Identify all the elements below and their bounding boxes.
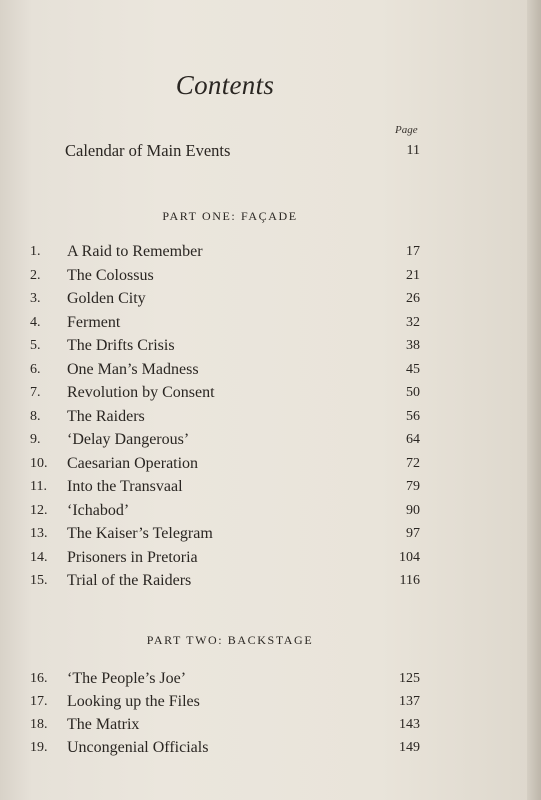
chapter-title: The Colossus [67,266,154,284]
chapter-number: 3. [30,291,41,306]
chapter-page: 104 [399,549,420,565]
calendar-label: Calendar of Main Events [65,141,231,160]
chapter-number: 18. [30,717,48,732]
chapter-title: A Raid to Remember [67,243,203,260]
chapter-title: Revolution by Consent [67,384,215,401]
chapter-title: ‘Ichabod’ [67,501,130,519]
chapter-page: 45 [406,361,420,377]
toc-entry [30,408,420,430]
chapter-page: 56 [406,408,420,424]
toc-entry [30,525,420,547]
toc-entry [30,243,420,265]
chapter-page: 149 [399,740,420,755]
toc-entry [30,693,420,715]
toc-entry [30,455,420,477]
chapter-title: ‘Delay Dangerous’ [67,431,190,448]
chapter-title: Trial of the Raiders [67,572,192,589]
chapter-number: 11. [30,479,47,494]
chapter-number: 10. [30,455,48,471]
toc-entry [30,670,420,692]
toc-entry [30,502,420,524]
chapter-title: Prisoners in Pretoria [67,548,198,566]
chapter-page: 90 [406,502,420,518]
chapter-title: Caesarian Operation [67,454,199,472]
toc-entry [30,384,420,406]
chapter-page: 79 [406,479,420,494]
toc-entry [30,337,420,359]
part-one-heading: PART ONE: FAÇADE [162,209,298,223]
chapter-page: 125 [399,671,420,686]
toc-entry [30,739,420,761]
chapter-number: 8. [30,408,41,424]
chapter-page: 26 [406,291,420,306]
chapter-number: 13. [30,526,48,541]
calendar-page-number: 11 [406,143,420,158]
toc-entry [30,290,420,312]
chapter-page: 137 [399,694,420,709]
chapter-page: 21 [406,267,420,283]
chapter-number: 9. [30,432,41,447]
chapter-page: 50 [406,385,420,400]
chapter-page: 32 [406,314,420,330]
chapter-number: 1. [30,244,41,259]
chapter-page: 64 [406,432,420,447]
chapter-number: 17. [30,694,48,709]
toc-entry [30,478,420,500]
toc-entry [30,549,420,571]
page-edge-shadow [527,0,541,800]
chapter-title: ‘The People’s Joe’ [67,670,187,687]
chapter-page: 17 [406,244,420,259]
chapter-page: 97 [406,526,420,541]
chapter-title: Into the Transvaal [67,478,183,495]
chapter-title: The Matrix [67,716,140,733]
chapter-number: 19. [30,740,48,755]
chapter-title: The Drifts Crisis [67,337,175,354]
chapter-title: One Man’s Madness [67,360,199,378]
chapter-page: 143 [399,717,420,732]
chapter-number: 12. [30,502,48,518]
toc-entry [30,431,420,453]
toc-entry [30,361,420,383]
toc-entry [30,716,420,738]
part-two-heading: PART TWO: BACKSTAGE [146,633,314,647]
page-column-label: Page [395,124,418,136]
chapter-number: 5. [30,338,41,353]
chapter-title: Ferment [67,313,121,331]
chapter-title: Golden City [67,290,146,307]
toc-entry [30,314,420,336]
chapter-page: 72 [406,455,420,471]
toc-entry [30,572,420,594]
chapter-title: Uncongenial Officials [67,739,209,756]
chapter-page: 116 [399,573,420,588]
toc-entry [30,267,420,289]
chapter-title: The Raiders [67,407,145,425]
chapter-number: 14. [30,549,48,565]
chapter-page: 38 [406,338,420,353]
chapter-number: 16. [30,671,48,686]
calendar-entry [65,141,420,163]
page-title: Contents [175,70,275,100]
chapter-title: Looking up the Files [67,693,200,710]
chapter-number: 4. [30,314,41,330]
chapter-number: 15. [30,573,48,588]
chapter-title: The Kaiser’s Telegram [67,525,213,542]
chapter-number: 7. [30,385,41,400]
chapter-number: 6. [30,361,41,377]
chapter-number: 2. [30,267,41,283]
